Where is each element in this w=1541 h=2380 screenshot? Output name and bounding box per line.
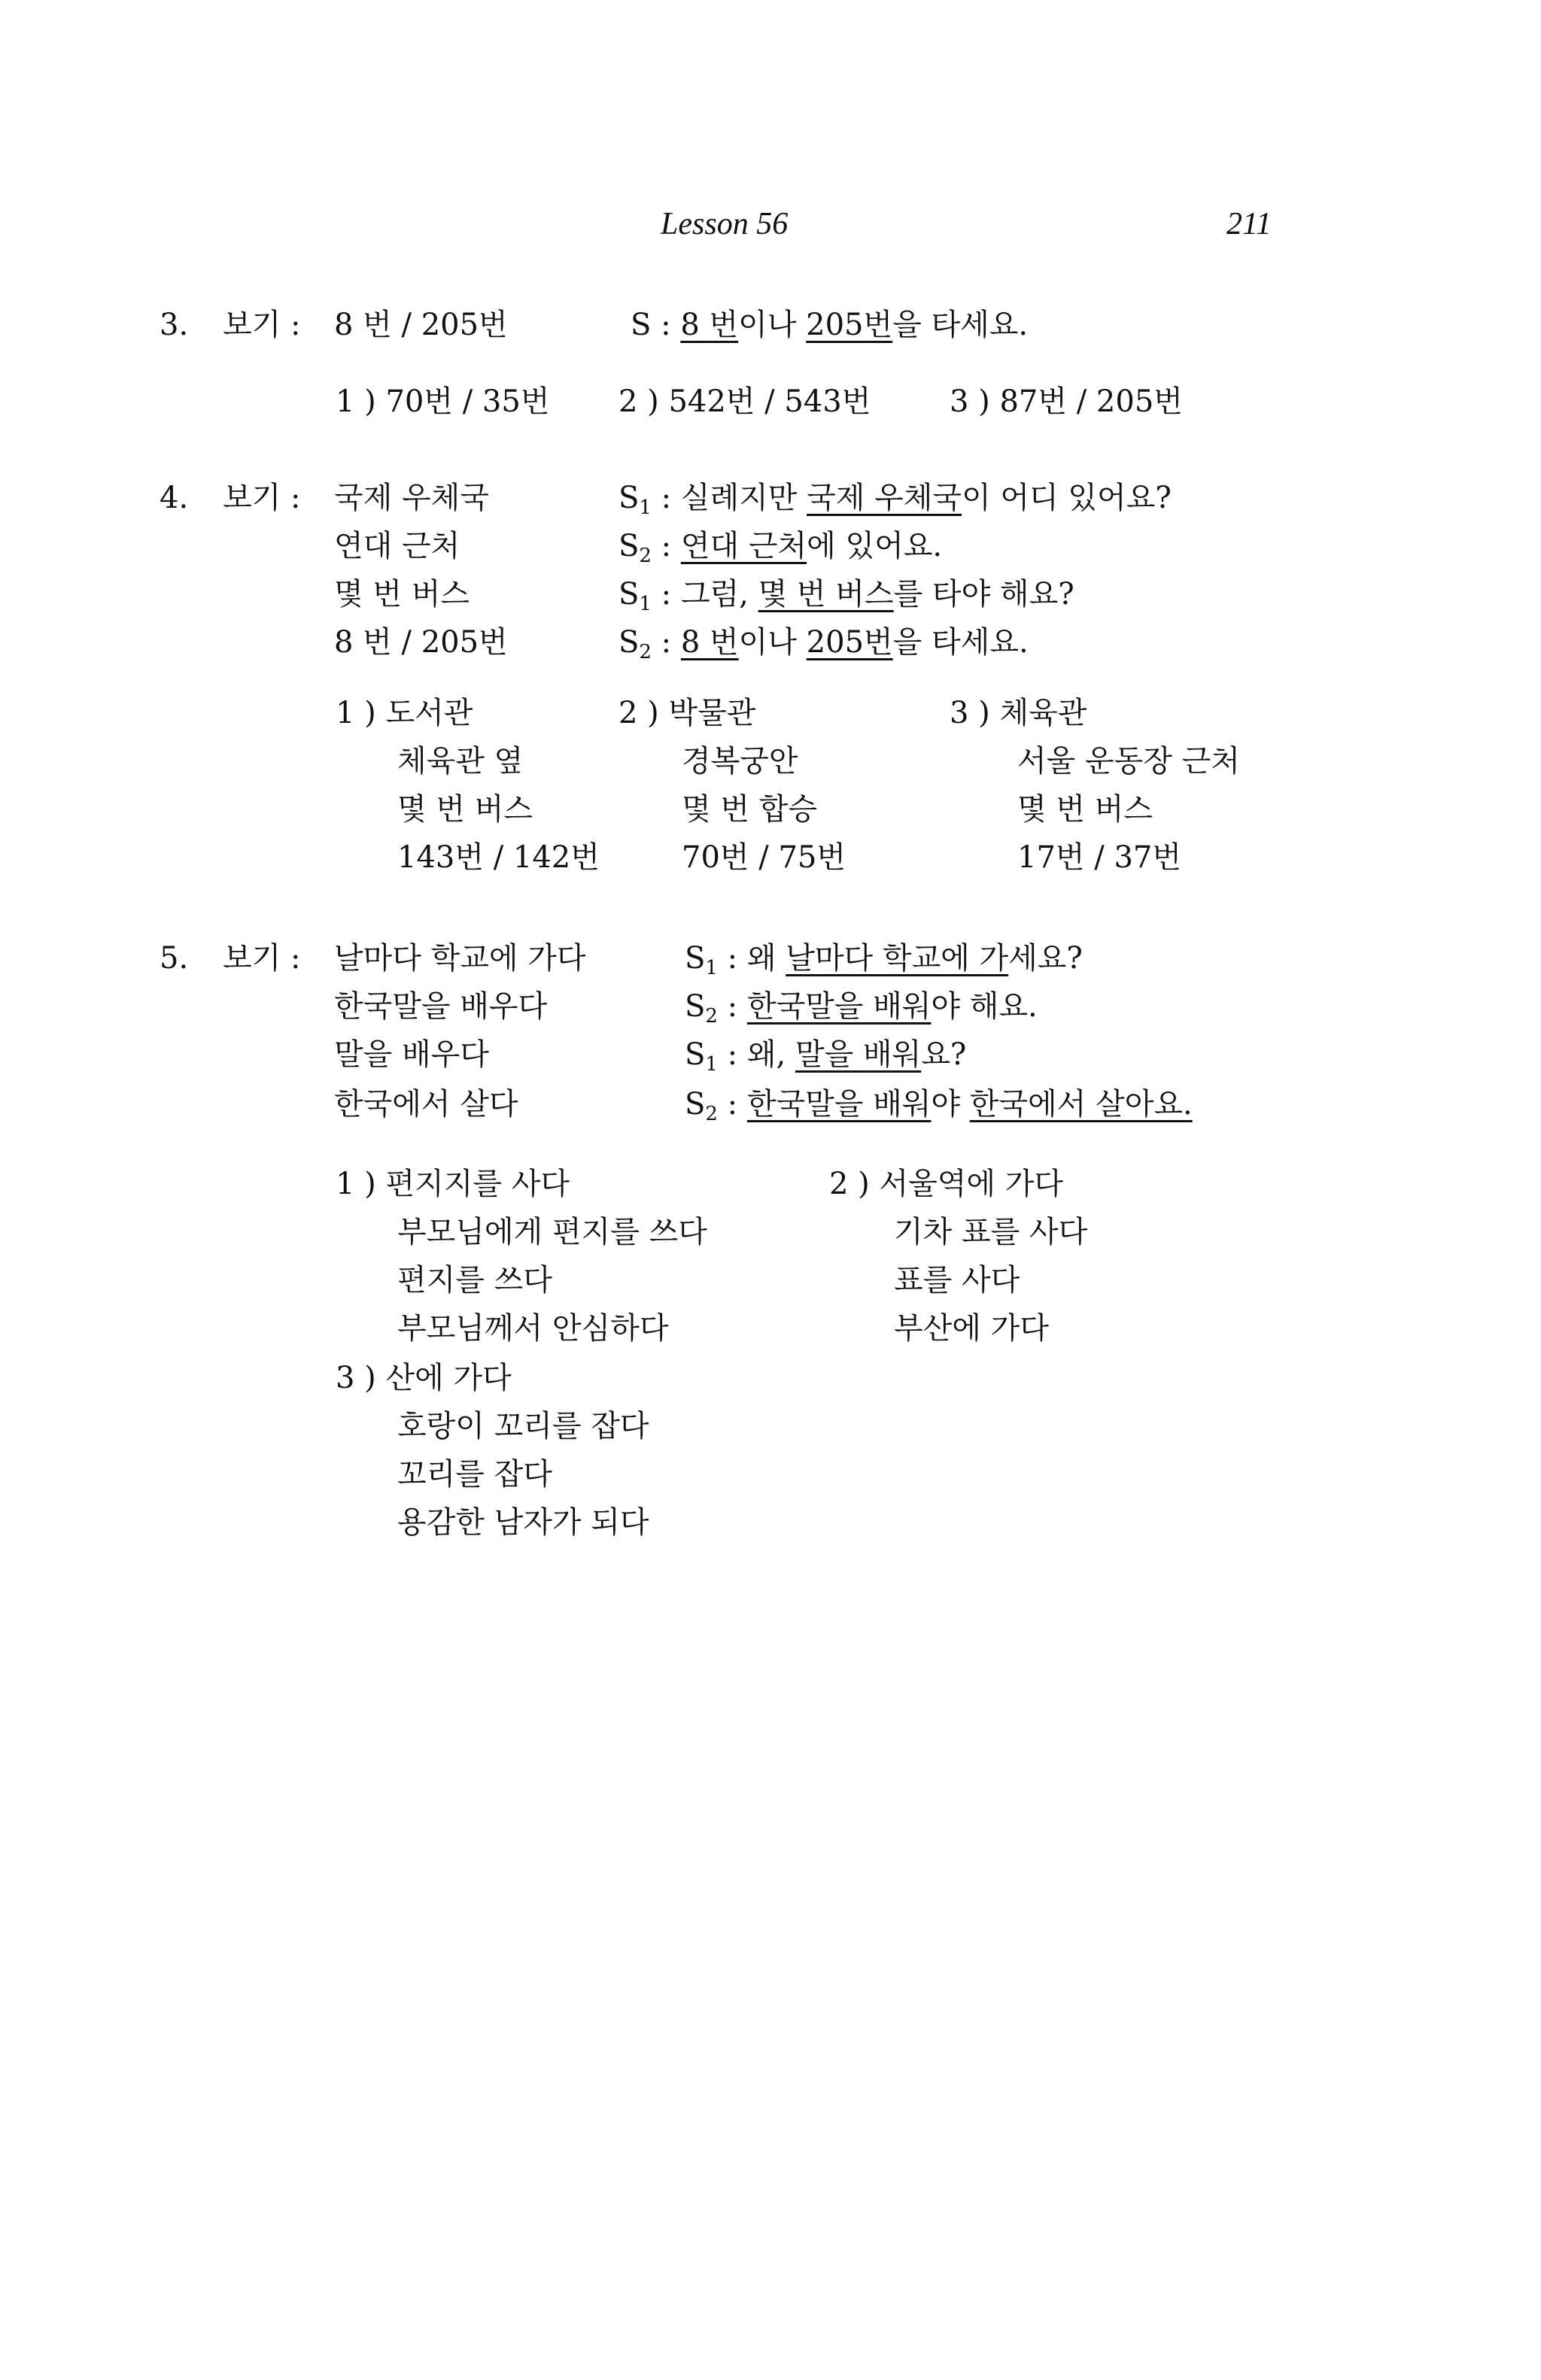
dialogue-text: 이나 [738, 625, 807, 660]
speaker-number: 1 [639, 496, 652, 519]
exercise-item-line: 70번 / 75번 [682, 840, 846, 875]
speaker-label: S [685, 1037, 706, 1072]
example-cue: 연대 근처 [334, 529, 460, 563]
underlined-phrase: 205번 [806, 625, 893, 660]
example-cue: 8 번 / 205번 [334, 625, 508, 660]
exercise-item-line: 몇 번 버스 [397, 792, 533, 827]
speaker-label: S [619, 625, 640, 660]
example-cue: 날마다 학교에 가다 [334, 941, 586, 976]
lesson-title: Lesson 56 [661, 207, 789, 241]
speaker-number: 2 [705, 1103, 718, 1125]
exercise-item-line: 몇 번 버스 [1017, 792, 1153, 827]
exercise-item-line: 부모님께서 안심하다 [397, 1311, 669, 1346]
example-cue: 국제 우체국 [334, 481, 489, 515]
example-label: 보기 : [223, 308, 301, 342]
exercise-item: 1 ) 도서관 [336, 696, 473, 730]
dialogue-text: : 왜 [717, 941, 786, 976]
exercise-item-line: 용감한 남자가 되다 [397, 1505, 649, 1540]
speaker-label: S [619, 481, 640, 515]
underlined-phrase: 8 번 [680, 625, 739, 660]
exercise-item-line: 17번 / 37번 [1017, 840, 1181, 875]
dialogue-line [685, 987, 1038, 1036]
dialogue-line [685, 939, 1083, 988]
exercise-item-line: 143번 / 142번 [397, 840, 600, 875]
speaker-number: 1 [705, 957, 718, 979]
exercise-item: 2 ) 서울역에 가다 [829, 1167, 1064, 1201]
dialogue-text: 요? [921, 1037, 967, 1072]
page-number: 211 [1226, 207, 1272, 241]
dialogue-text: : 왜, [717, 1037, 795, 1072]
exercise-item-line: 표를 사다 [894, 1263, 1020, 1298]
dialogue-text: 야 해요. [931, 989, 1038, 1024]
speaker-label: S [685, 989, 706, 1024]
dialogue-line [619, 575, 1074, 624]
speaker-label: S : [631, 308, 671, 342]
exercise-item-line: 호랑이 꼬리를 잡다 [397, 1409, 649, 1443]
speaker-label: S [685, 941, 706, 976]
example-cue: 한국말을 배우다 [334, 989, 548, 1024]
response-text: 이나 [738, 308, 807, 342]
example-cue: 말을 배우다 [334, 1037, 489, 1072]
exercise-item: 1 ) 편지지를 사다 [336, 1167, 570, 1201]
speaker-label: S [685, 1087, 706, 1122]
dialogue-line [685, 1035, 966, 1084]
underlined-phrase: 몇 번 버스 [758, 577, 894, 612]
exercise-item: 2 ) 542번 / 543번 [619, 384, 871, 419]
speaker-label: S [619, 529, 640, 563]
exercise-item-line: 몇 번 합승 [682, 792, 817, 827]
exercise-item-line: 부모님에게 편지를 쓰다 [397, 1215, 707, 1249]
underlined-phrase: 한국말을 배워 [746, 1087, 932, 1122]
exercise-item: 1 ) 70번 / 35번 [336, 384, 550, 419]
speaker-number: 2 [639, 641, 652, 663]
example-cue: 8 번 / 205번 [334, 308, 508, 342]
exercise-item: 2 ) 박물관 [619, 696, 756, 730]
exercise-number: 5. [160, 941, 189, 976]
example-label: 보기 : [223, 481, 301, 515]
dialogue-line [619, 478, 1172, 527]
speaker-label: S [619, 577, 640, 612]
dialogue-line [685, 1085, 1193, 1134]
dialogue-text: : [717, 989, 747, 1024]
underlined-phrase: 8 번 [680, 308, 739, 342]
underlined-phrase: 한국말을 배워 [746, 989, 932, 1024]
speaker-number: 1 [705, 1053, 718, 1076]
speaker-number: 1 [639, 593, 652, 615]
underlined-phrase: 205번 [806, 308, 893, 342]
underlined-phrase: 날마다 학교에 가 [786, 941, 1009, 976]
dialogue-text: 을 타세요. [892, 625, 1029, 660]
dialogue-line [619, 623, 1029, 672]
exercise-item-line: 경복궁안 [682, 744, 798, 779]
exercise-item-line: 체육관 옆 [397, 744, 524, 779]
dialogue-text: : 실례지만 [651, 481, 807, 515]
underlined-phrase: 한국에서 살아요. [969, 1087, 1193, 1122]
exercise-item: 3 ) 체육관 [950, 696, 1087, 730]
dialogue-text: 야 [931, 1087, 970, 1122]
underlined-phrase: 연대 근처 [680, 529, 807, 563]
dialogue-text: 이 어디 있어요? [962, 481, 1172, 515]
exercise-item-line: 기차 표를 사다 [894, 1215, 1088, 1249]
dialogue-text: : [717, 1087, 747, 1122]
response-text: 을 타세요. [892, 308, 1029, 342]
exercise-item-line: 부산에 가다 [894, 1311, 1049, 1346]
exercise-item-line: 꼬리를 잡다 [397, 1457, 552, 1492]
dialogue-text: 세요? [1008, 941, 1083, 976]
exercise-number: 4. [160, 481, 189, 515]
underlined-phrase: 국제 우체국 [807, 481, 962, 515]
example-response [631, 305, 1028, 345]
speaker-number: 2 [705, 1005, 718, 1028]
exercise-item-line: 편지를 쓰다 [397, 1263, 552, 1298]
exercise-item: 3 ) 87번 / 205번 [950, 384, 1183, 419]
exercise-item-line: 서울 운동장 근처 [1017, 744, 1240, 779]
dialogue-text: 를 타야 해요? [893, 577, 1074, 612]
example-cue: 몇 번 버스 [334, 577, 470, 612]
dialogue-text: : [651, 529, 681, 563]
example-cue: 한국에서 살다 [334, 1087, 518, 1122]
exercise-number: 3. [160, 308, 189, 342]
dialogue-text: : [651, 625, 681, 660]
dialogue-line [619, 527, 942, 575]
dialogue-text: : 그럼, [651, 577, 758, 612]
speaker-number: 2 [639, 545, 652, 567]
exercise-item: 3 ) 산에 가다 [336, 1361, 512, 1395]
underlined-phrase: 말을 배워 [795, 1037, 922, 1072]
example-label: 보기 : [223, 941, 301, 976]
dialogue-text: 에 있어요. [807, 529, 943, 563]
